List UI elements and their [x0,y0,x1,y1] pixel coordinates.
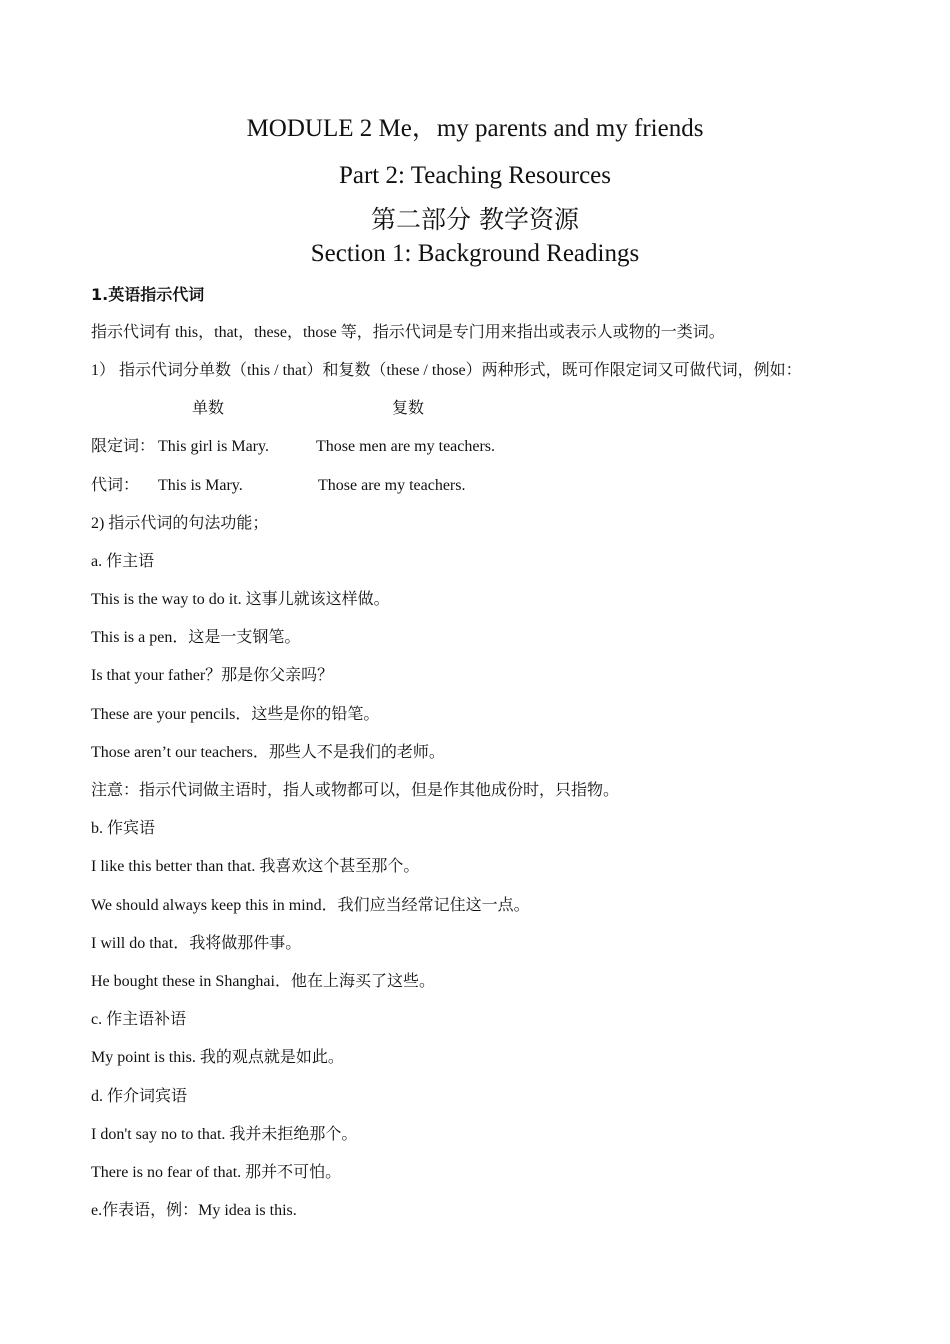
point-1: 1） 指示代词分单数（this / that）和复数（these / those）两种形式，既可作限定词又可做代词，例如： [91,362,802,379]
example-a1: This is the way to do it. 这事儿就该这样做。 [91,591,390,608]
example-a2: This is a pen．这是一支钢笔。 [91,629,301,646]
row-determiner-label: 限定词： [91,438,156,455]
note: 注意：指示代词做主语时，指人或物都可以，但是作其他成份时，只指物。 [91,782,620,799]
part-title: Part 2: Teaching Resources [338,162,612,189]
topic-heading: 1.英语指示代词 [91,285,205,304]
example-a3: Is that your father？那是你父亲吗？ [91,667,334,684]
column-plural-header: 复数 [392,400,425,417]
part-title-chinese: 第二部分 教学资源 [371,205,579,234]
example-a4: These are your pencils．这些是你的铅笔。 [91,706,380,723]
subheading-b: b. 作宾语 [91,820,156,837]
row-pronoun-singular: This is Mary. [158,477,243,494]
example-b2: We should always keep this in mind．我们应当经常记住这一点。 [91,897,530,914]
section-title: Section 1: Background Readings [310,240,640,267]
row-pronoun-plural: Those are my teachers. [318,477,466,494]
example-a5: Those aren’t our teachers．那些人不是我们的老师。 [91,744,445,761]
point-2: 2) 指示代词的句法功能； [91,515,269,532]
column-singular-header: 单数 [192,400,225,417]
example-c1: My point is this. 我的观点就是如此。 [91,1049,344,1066]
row-pronoun-label: 代词： [91,477,140,494]
example-b4: He bought these in Shanghai．他在上海买了这些。 [91,973,435,990]
example-b3: I will do that．我将做那件事。 [91,935,302,952]
intro-paragraph: 指示代词有 this，that，these，those 等，指示代词是专门用来指出或表示人或物的一类词。 [91,324,725,341]
row-determiner-plural: Those men are my teachers. [316,438,496,455]
subheading-d: d. 作介词宾语 [91,1088,188,1105]
example-d2: There is no fear of that. 那并不可怕。 [91,1164,342,1181]
row-determiner-singular: This girl is Mary. [158,438,269,455]
subheading-a: a. 作主语 [91,553,155,570]
module-title: MODULE 2 Me，my parents and my friends [246,115,704,142]
subheading-e: e.作表语，例：My idea is this. [91,1202,297,1219]
example-b1: I like this better than that. 我喜欢这个甚至那个。 [91,858,420,875]
subheading-c: c. 作主语补语 [91,1011,187,1028]
example-d1: I don't say no to that. 我并未拒绝那个。 [91,1126,358,1143]
